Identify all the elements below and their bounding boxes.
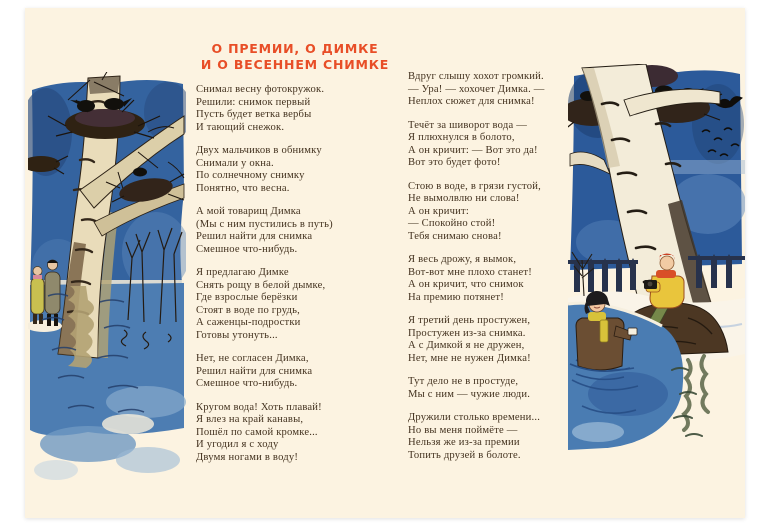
stanza [408,254,603,304]
poem-line: И угодил я с ходу [196,439,279,450]
poem-line: Нельзя же из-за премии [408,437,520,448]
poem-line: Решил найти для снимка [196,231,313,242]
stanza [196,267,386,342]
poem-line: Я предлагаю Димке [196,267,289,278]
poem-line: Снять рощу в белой дымке, [196,279,326,291]
poem-line: Вдруг слышу хохот громкий. [408,71,544,82]
poem-line: Нет, не согласен Димка, [196,353,309,364]
poem-line: Я влез на край канавы, [196,414,304,425]
poem-title [175,41,415,73]
stanza [196,206,386,256]
poem-column-left [196,84,386,475]
stanza [408,71,603,109]
poem-line: Смешное что-нибудь. [196,243,298,255]
poem-line: Снимали у окна. [196,157,274,169]
poem-line: И тающий снежок. [196,121,285,133]
poem-line: Я плюхнулся в болото, [408,132,515,143]
poem-line: Течёт за шиворот вода — [408,119,527,131]
poem-line: Но вы меня поймёте — [408,424,518,436]
poem-line: Решил найти для снимка [196,365,313,377]
poem-line: Двумя ногами в воду! [196,451,299,463]
poem-line: Двух мальчиков в обнимку [196,145,322,156]
poem-line: Не вымолвлю ни слова! [408,193,520,204]
poem-line: (Мы с ним пустились в путь) [196,218,333,230]
poem-line: Тут дело не в простуде, [408,376,519,387]
poem-line: А он кричит, что снимок [408,279,524,290]
poem-line: Вот-вот мне плохо станет! [408,266,532,278]
poem-line: Стоят в воде по грудь, [196,304,300,316]
stanza [196,402,386,465]
poem-line: Готовы утонуть... [196,329,278,341]
poem-line: Тебя снимаю снова! [408,230,502,242]
stanza [408,181,603,244]
poem-line: Мы с ним — чужие люди. [408,388,531,400]
poem-line: По солнечному снимку [196,170,305,181]
poem-line: Я третий день простужен, [408,315,531,326]
poem-line: А с Димкой я не дружен, [408,340,525,351]
stanza [408,120,603,170]
poem-line: Вот это будет фото! [408,157,501,168]
poem-line: А мой товарищ Димка [196,206,301,217]
poem-line: — Спокойно стой! [408,218,496,229]
poem-column-right [408,71,603,473]
poem-line: Пошёл по самой кромке... [196,426,318,438]
stanza [408,315,603,365]
poem-title-line2: И О ВЕСЕННЕМ СНИМКЕ [200,57,390,72]
poem-line: На премию потянет! [408,291,504,303]
left-illustration [28,72,186,494]
poem-line: Я весь дрожу, я вымок, [408,254,517,265]
poem-line: Неплох сюжет для снимка! [408,96,535,107]
poem-title-line1: О ПРЕМИИ, О ДИМКЕ [211,41,379,56]
poem-line: Нет, мне не нужен Димка! [408,352,531,364]
poem-line: А он кричит: — Вот это да! [408,144,538,156]
poem-line: Решили: снимок первый [196,96,311,108]
poem-line: Кругом вода! Хоть плавай! [196,401,322,413]
poem-line: Пусть будет ветка вербы [196,109,312,120]
poem-line: Где взрослые берёзки [196,292,298,303]
poem-line: Снимал весну фотокружок. [196,84,325,95]
stanza [196,84,386,134]
stanza [196,353,386,391]
stanza [408,376,603,401]
poem-line: Понятно, что весна. [196,182,290,194]
poem-line: Дружили столько времени... [408,412,541,423]
poem-line: А саженцы-подростки [196,317,301,328]
book-spread [25,8,745,518]
poem-line: Топить друзей в болоте. [408,449,521,461]
poem-line: Простужен из-за снимка. [408,327,526,339]
stanza [408,412,603,462]
poem-line: — Ура! — хохочет Димка. — [408,83,545,95]
stanza [196,145,386,195]
poem-line: Стою в воде, в грязи густой, [408,180,541,192]
poem-line: А он кричит: [408,205,469,217]
poem-line: Смешное что-нибудь. [196,378,298,389]
